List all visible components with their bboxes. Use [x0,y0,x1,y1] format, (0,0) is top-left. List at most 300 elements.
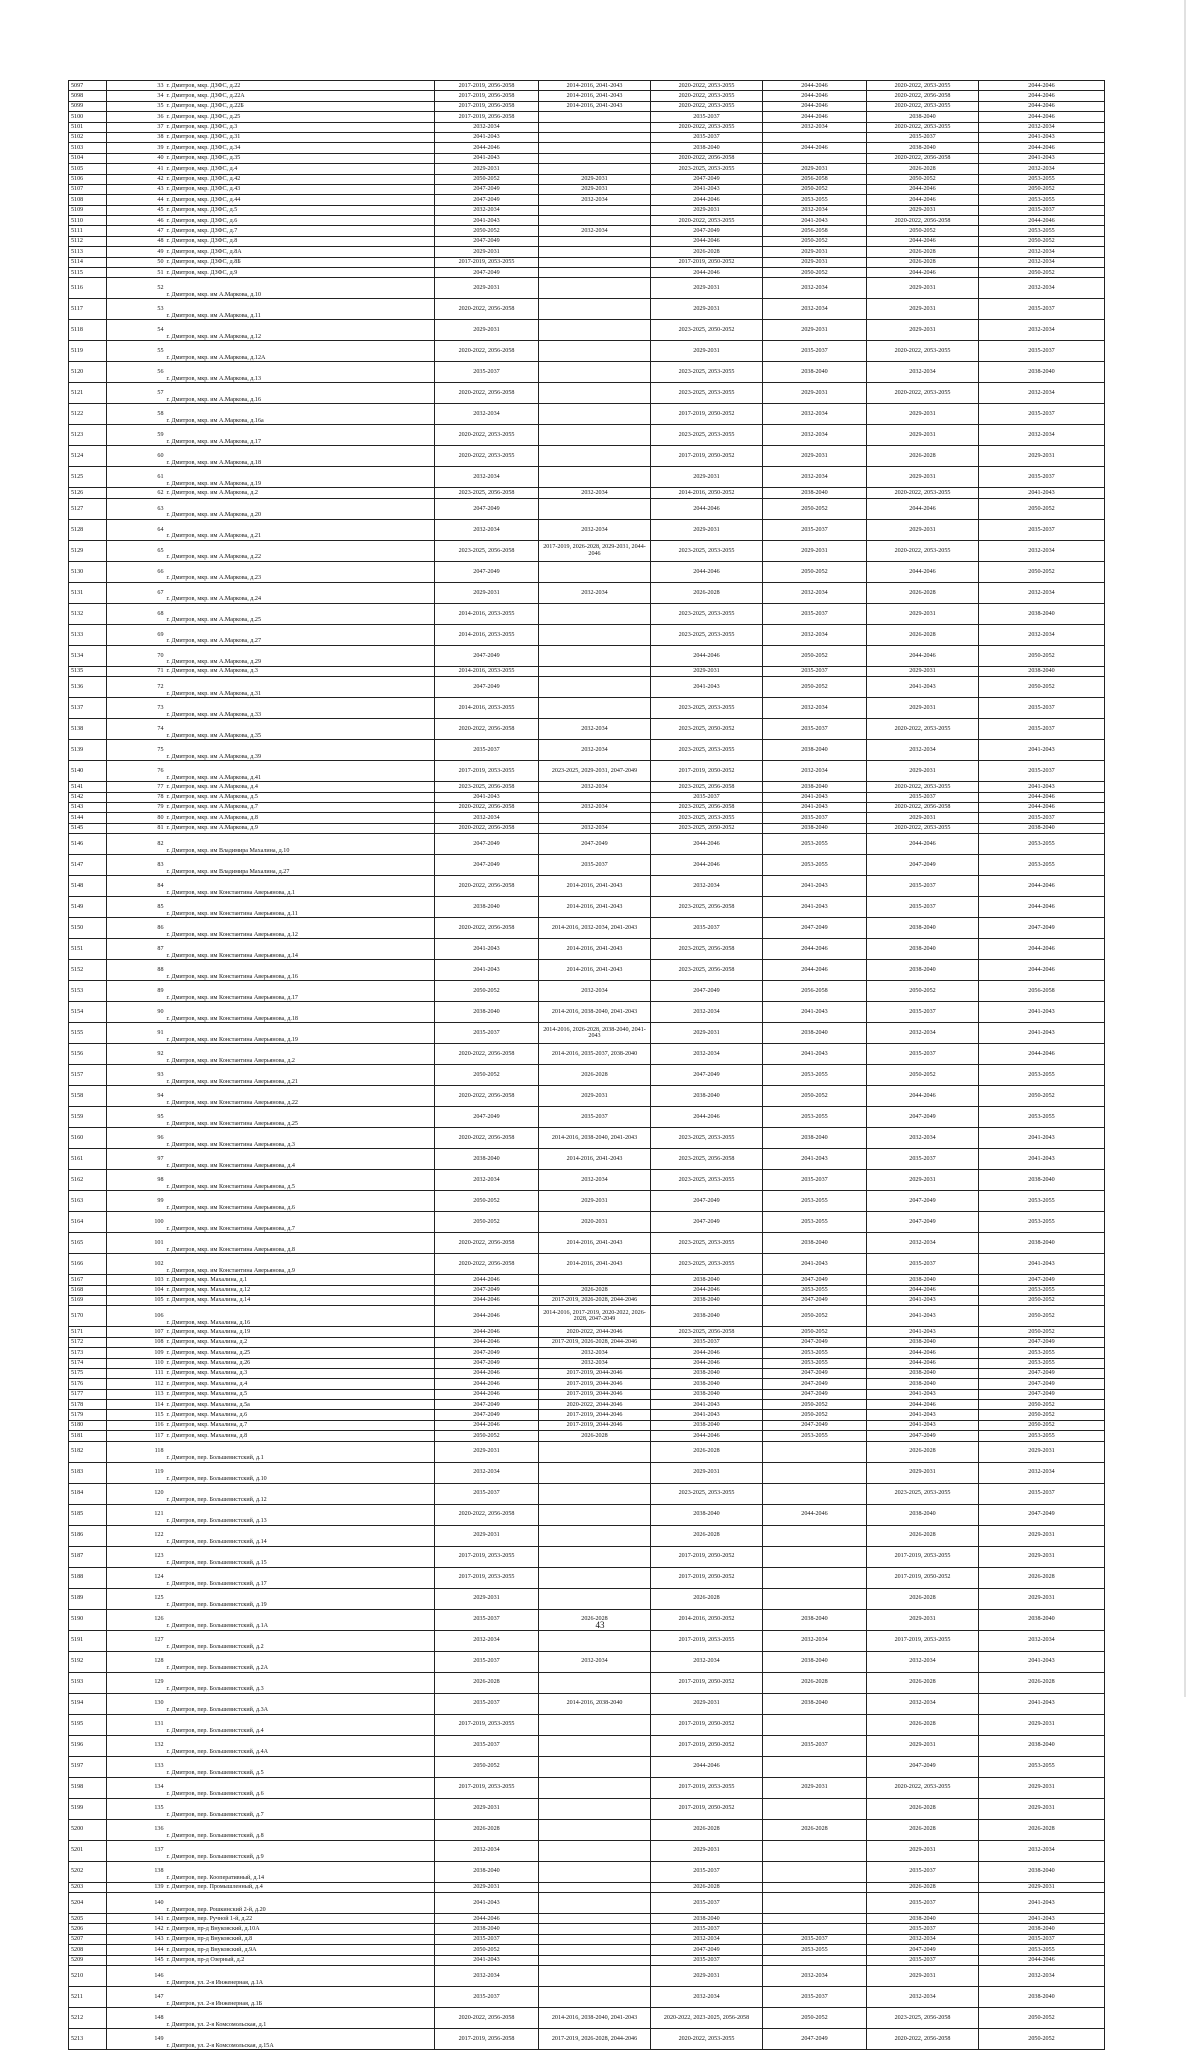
row-id-cell: 5123 [69,425,107,446]
work-period-3-cell: 2020-2022, 2053-2055 [651,91,763,101]
work-period-6-cell: 2053-2055 [979,1285,1105,1295]
address-cell: г. Дмитров, мкр. им А.Маркова, д.23 [165,561,435,582]
row-seq-number-cell: 35 [107,101,165,111]
row-seq-number-cell: 127 [107,1630,165,1651]
work-period-4-cell: 2044-2046 [763,1504,867,1525]
work-period-6-cell: 2047-2049 [979,1379,1105,1389]
work-period-1-cell: 2050-2052 [435,226,539,236]
row-id-cell: 5173 [69,1348,107,1358]
work-period-2-cell: 2014-2016, 2026-2028, 2038-2040, 2041-2043 [539,1023,651,1044]
work-period-2-cell [539,362,651,383]
work-period-3-cell: 2029-2031 [651,666,763,676]
address-cell: г. Дмитров, пер. Большевистский, д.17 [165,1567,435,1588]
row-id-cell: 5098 [69,91,107,101]
table-row [69,1285,1105,1295]
address-cell: г. Дмитров, мкр. им Константина Аверьянова, д.5 [165,1170,435,1191]
row-id-cell: 5141 [69,782,107,792]
row-seq-number-cell: 135 [107,1798,165,1819]
row-seq-number-cell: 147 [107,1986,165,2007]
row-seq-number-cell: 34 [107,91,165,101]
work-period-6-cell: 2032-2034 [979,383,1105,404]
row-id-cell: 5144 [69,813,107,823]
work-period-6-cell: 2029-2031 [979,1777,1105,1798]
row-id-cell: 5115 [69,268,107,278]
row-id-cell: 5134 [69,645,107,666]
work-period-1-cell: 2038-2040 [435,897,539,918]
address-cell: г. Дмитров, мкр. им А.Маркова, д.3 [165,666,435,676]
address-cell: г. Дмитров, мкр. им А.Маркова, д.5 [165,792,435,802]
address-cell: г. Дмитров, пер. Большевистский, д.13 [165,1504,435,1525]
row-id-cell: 5116 [69,278,107,299]
work-period-3-cell: 2023-2025, 2053-2055 [651,1254,763,1275]
work-period-6-cell: 2032-2034 [979,247,1105,257]
address-cell: г. Дмитров, мкр. им Константина Аверьянова, д.21 [165,1065,435,1086]
row-seq-number-cell: 78 [107,792,165,802]
row-id-cell: 5105 [69,164,107,174]
address-cell: г. Дмитров, пер. Большевистский, д.6 [165,1777,435,1798]
work-period-5-cell: 2038-2040 [867,112,979,122]
work-period-1-cell: 2020-2022, 2056-2058 [435,1233,539,1254]
work-period-5-cell: 2029-2031 [867,1965,979,1986]
row-id-cell: 5176 [69,1379,107,1389]
work-period-5-cell: 2038-2040 [867,143,979,153]
work-period-6-cell: 2032-2034 [979,540,1105,561]
work-period-5-cell: 2038-2040 [867,1379,979,1389]
work-period-5-cell: 2035-2037 [867,132,979,142]
work-period-4-cell: 2032-2034 [763,425,867,446]
address-cell: г. Дмитров, пр-д Внуковский, д.8 [165,1934,435,1944]
work-period-1-cell: 2017-2019, 2056-2058 [435,81,539,91]
address-cell: г. Дмитров, мкр. ДЗФС, д.44 [165,195,435,205]
row-seq-number-cell: 82 [107,834,165,855]
work-period-1-cell: 2041-2043 [435,216,539,226]
table-row [69,624,1105,645]
address-cell: г. Дмитров, пер. Большевистский, д.15 [165,1546,435,1567]
address-cell: г. Дмитров, мкр. им А.Маркова, д.27 [165,624,435,645]
work-period-4-cell [763,1798,867,1819]
row-id-cell: 5106 [69,174,107,184]
work-period-5-cell: 2041-2043 [867,1306,979,1327]
work-period-1-cell: 2041-2043 [435,1955,539,1965]
work-period-2-cell: 2017-2019, 2044-2046 [539,1389,651,1399]
work-period-4-cell: 2050-2052 [763,1086,867,1107]
address-cell: г. Дмитров, мкр. ДЗФС, д.43 [165,184,435,194]
work-period-2-cell [539,216,651,226]
work-period-5-cell: 2044-2046 [867,1086,979,1107]
work-period-6-cell: 2053-2055 [979,1212,1105,1233]
work-period-2-cell: 2032-2034 [539,782,651,792]
work-period-5-cell: 2038-2040 [867,939,979,960]
row-id-cell: 5120 [69,362,107,383]
table-row [69,740,1105,761]
row-id-cell: 5183 [69,1462,107,1483]
work-period-4-cell: 2032-2034 [763,1965,867,1986]
work-period-2-cell [539,813,651,823]
work-period-5-cell: 2032-2034 [867,1986,979,2007]
address-cell: г. Дмитров, пер. Большевистский, д.19 [165,1588,435,1609]
work-period-6-cell: 2050-2052 [979,1086,1105,1107]
work-period-4-cell: 2038-2040 [763,1023,867,1044]
table-row [69,247,1105,257]
work-period-4-cell: 2032-2034 [763,624,867,645]
row-seq-number-cell: 106 [107,1306,165,1327]
work-period-1-cell: 2047-2049 [435,645,539,666]
work-period-6-cell: 2032-2034 [979,164,1105,174]
work-period-1-cell: 2020-2022, 2056-2058 [435,918,539,939]
address-cell: г. Дмитров, мкр. им Константина Аверьянова, д.1 [165,876,435,897]
work-period-3-cell: 2038-2040 [651,1914,763,1924]
row-seq-number-cell: 111 [107,1368,165,1378]
row-seq-number-cell: 61 [107,467,165,488]
row-id-cell: 5113 [69,247,107,257]
work-period-2-cell [539,467,651,488]
work-period-1-cell: 2035-2037 [435,1735,539,1756]
work-period-6-cell: 2029-2031 [979,1798,1105,1819]
work-period-5-cell: 2029-2031 [867,467,979,488]
work-period-3-cell: 2023-2025, 2053-2055 [651,1233,763,1254]
work-period-1-cell: 2014-2016, 2053-2055 [435,603,539,624]
work-period-1-cell: 2017-2019, 2053-2055 [435,1777,539,1798]
address-cell: г. Дмитров, мкр. ДЗФС, д.8А [165,247,435,257]
row-id-cell: 5111 [69,226,107,236]
work-period-3-cell: 2014-2016, 2050-2052 [651,488,763,498]
work-period-3-cell: 2023-2025, 2050-2052 [651,823,763,833]
work-period-1-cell: 2020-2022, 2056-2058 [435,1504,539,1525]
work-period-1-cell: 2026-2028 [435,1819,539,1840]
work-period-5-cell: 2017-2019, 2053-2055 [867,1630,979,1651]
work-period-1-cell: 2047-2049 [435,855,539,876]
address-cell: г. Дмитров, пер. Большевистский, д.5 [165,1756,435,1777]
work-period-6-cell: 2038-2040 [979,1609,1105,1630]
work-period-2-cell: 2014-2016, 2038-2040, 2041-2043 [539,2007,651,2028]
work-period-1-cell: 2047-2049 [435,1107,539,1128]
work-period-2-cell [539,1525,651,1546]
address-cell: г. Дмитров, мкр. ДЗФС, д.3 [165,122,435,132]
address-cell: г. Дмитров, пер. Большевистский, д.1А [165,1609,435,1630]
table-row [69,1965,1105,1986]
address-cell: г. Дмитров, мкр. Махалина, д.26 [165,1358,435,1368]
work-period-4-cell: 2047-2049 [763,2028,867,2049]
address-cell: г. Дмитров, мкр. им А.Маркова, д.19 [165,467,435,488]
work-period-4-cell: 2029-2031 [763,540,867,561]
row-seq-number-cell: 141 [107,1914,165,1924]
work-period-6-cell: 2050-2052 [979,2028,1105,2049]
work-period-4-cell: 2029-2031 [763,247,867,257]
work-period-2-cell [539,1819,651,1840]
work-period-2-cell [539,1483,651,1504]
table-row [69,226,1105,236]
work-period-3-cell: 2044-2046 [651,1348,763,1358]
address-cell: г. Дмитров, пер. Большевистский, д.4 [165,1714,435,1735]
work-period-2-cell: 2032-2034 [539,740,651,761]
work-period-3-cell: 2029-2031 [651,1462,763,1483]
work-period-4-cell [763,1756,867,1777]
work-period-3-cell: 2038-2040 [651,1086,763,1107]
work-period-1-cell: 2020-2022, 2056-2058 [435,1254,539,1275]
work-period-3-cell: 2023-2025, 2053-2055 [651,1128,763,1149]
address-cell: г. Дмитров, мкр. им А.Маркова, д.24 [165,582,435,603]
row-seq-number-cell: 37 [107,122,165,132]
work-period-4-cell: 2029-2031 [763,446,867,467]
row-seq-number-cell: 67 [107,582,165,603]
work-period-3-cell: 2017-2019, 2050-2052 [651,1798,763,1819]
work-period-4-cell: 2053-2055 [763,1212,867,1233]
work-period-1-cell: 2041-2043 [435,1893,539,1914]
row-id-cell: 5112 [69,236,107,246]
table-row [69,101,1105,111]
work-period-5-cell: 2044-2046 [867,561,979,582]
work-period-4-cell: 2041-2043 [763,1044,867,1065]
work-period-2-cell: 2014-2016, 2038-2040, 2041-2043 [539,1002,651,1023]
row-seq-number-cell: 126 [107,1609,165,1630]
work-period-1-cell: 2035-2037 [435,1934,539,1944]
work-period-2-cell [539,624,651,645]
work-period-1-cell: 2047-2049 [435,1285,539,1295]
work-period-3-cell: 2020-2022, 2053-2055 [651,101,763,111]
work-period-6-cell: 2053-2055 [979,1945,1105,1955]
work-period-5-cell: 2026-2028 [867,1588,979,1609]
work-period-1-cell: 2047-2049 [435,1400,539,1410]
work-period-6-cell: 2038-2040 [979,1861,1105,1882]
work-period-6-cell: 2041-2043 [979,1893,1105,1914]
work-period-1-cell: 2032-2034 [435,519,539,540]
work-period-6-cell: 2041-2043 [979,1914,1105,1924]
row-seq-number-cell: 66 [107,561,165,582]
address-cell: г. Дмитров, мкр. им А.Маркова, д.4 [165,782,435,792]
work-period-1-cell: 2014-2016, 2053-2055 [435,666,539,676]
row-seq-number-cell: 102 [107,1254,165,1275]
row-id-cell: 5193 [69,1672,107,1693]
work-period-5-cell: 2029-2031 [867,1609,979,1630]
row-seq-number-cell: 63 [107,498,165,519]
work-period-4-cell: 2032-2034 [763,761,867,782]
address-cell: г. Дмитров, ул. 2-я Инженерная, д.1А [165,1965,435,1986]
row-id-cell: 5150 [69,918,107,939]
row-seq-number-cell: 94 [107,1086,165,1107]
work-period-4-cell: 2050-2052 [763,677,867,698]
work-period-4-cell: 2029-2031 [763,257,867,267]
work-period-5-cell: 2029-2031 [867,519,979,540]
work-period-6-cell: 2044-2046 [979,1044,1105,1065]
row-seq-number-cell: 48 [107,236,165,246]
table-row [69,1986,1105,2007]
address-cell: г. Дмитров, мкр. ДЗФС, д.35 [165,153,435,163]
work-period-6-cell: 2032-2034 [979,1630,1105,1651]
work-period-2-cell [539,1630,651,1651]
work-period-2-cell [539,1914,651,1924]
table-row [69,1924,1105,1934]
row-seq-number-cell: 50 [107,257,165,267]
table-row [69,1525,1105,1546]
work-period-1-cell: 2038-2040 [435,1861,539,1882]
row-id-cell: 5179 [69,1410,107,1420]
work-period-6-cell: 2035-2037 [979,813,1105,823]
work-period-3-cell: 2038-2040 [651,1306,763,1327]
address-cell: г. Дмитров, пр-д Озерный, д.2 [165,1955,435,1965]
address-cell: г. Дмитров, мкр. им Константина Аверьянова, д.14 [165,939,435,960]
work-period-2-cell: 2020-2022, 2044-2046 [539,1327,651,1337]
work-period-5-cell: 2044-2046 [867,498,979,519]
row-id-cell: 5100 [69,112,107,122]
address-cell: г. Дмитров, пр-д Внуковский, д.10А [165,1924,435,1934]
row-id-cell: 5157 [69,1065,107,1086]
address-cell: г. Дмитров, мкр. им А.Маркова, д.12А [165,341,435,362]
row-seq-number-cell: 149 [107,2028,165,2049]
table-row [69,1191,1105,1212]
address-cell: г. Дмитров, пер. Большевистский, д.2 [165,1630,435,1651]
work-period-6-cell: 2050-2052 [979,184,1105,194]
work-period-1-cell: 2050-2052 [435,1756,539,1777]
table-row [69,761,1105,782]
row-id-cell: 5192 [69,1651,107,1672]
work-period-3-cell: 2017-2019, 2050-2052 [651,404,763,425]
work-period-6-cell: 2038-2040 [979,1735,1105,1756]
work-period-3-cell: 2014-2016, 2050-2052 [651,1609,763,1630]
row-id-cell: 5142 [69,792,107,802]
work-period-2-cell [539,1798,651,1819]
row-seq-number-cell: 59 [107,425,165,446]
row-seq-number-cell: 38 [107,132,165,142]
work-period-6-cell: 2053-2055 [979,834,1105,855]
work-period-2-cell: 2014-2016, 2032-2034, 2041-2043 [539,918,651,939]
work-period-5-cell: 2035-2037 [867,1955,979,1965]
work-period-2-cell: 2032-2034 [539,195,651,205]
row-id-cell: 5114 [69,257,107,267]
work-period-5-cell: 2020-2022, 2056-2058 [867,153,979,163]
work-period-6-cell: 2053-2055 [979,1065,1105,1086]
work-period-3-cell: 2047-2049 [651,1065,763,1086]
address-cell: г. Дмитров, мкр. им Константина Аверьянова, д.19 [165,1023,435,1044]
work-period-1-cell: 2017-2019, 2053-2055 [435,1546,539,1567]
work-period-6-cell: 2029-2031 [979,1546,1105,1567]
row-id-cell: 5156 [69,1044,107,1065]
work-period-1-cell: 2029-2031 [435,1798,539,1819]
work-period-4-cell: 2053-2055 [763,1065,867,1086]
work-period-3-cell: 2029-2031 [651,467,763,488]
table-row [69,1410,1105,1420]
work-period-1-cell: 2044-2046 [435,1327,539,1337]
row-seq-number-cell: 133 [107,1756,165,1777]
work-period-1-cell: 2014-2016, 2053-2055 [435,698,539,719]
table-row [69,666,1105,676]
row-id-cell: 5191 [69,1630,107,1651]
work-period-3-cell: 2029-2031 [651,1965,763,1986]
work-period-6-cell: 2041-2043 [979,1023,1105,1044]
row-seq-number-cell: 130 [107,1693,165,1714]
work-period-1-cell: 2047-2049 [435,561,539,582]
work-period-4-cell: 2032-2034 [763,404,867,425]
work-period-2-cell: 2014-2016, 2038-2040 [539,1693,651,1714]
work-period-1-cell: 2020-2022, 2056-2058 [435,876,539,897]
table-row [69,1588,1105,1609]
work-period-5-cell: 2047-2049 [867,855,979,876]
work-period-5-cell: 2044-2046 [867,184,979,194]
row-seq-number-cell: 92 [107,1044,165,1065]
table-row [69,216,1105,226]
row-seq-number-cell: 134 [107,1777,165,1798]
work-period-4-cell [763,1462,867,1483]
address-cell: г. Дмитров, пер. Промышленный, д.4 [165,1882,435,1892]
work-period-5-cell: 2017-2019, 2053-2055 [867,1546,979,1567]
work-period-2-cell: 2020-2022, 2044-2046 [539,1400,651,1410]
work-period-3-cell: 2026-2028 [651,1441,763,1462]
work-period-4-cell: 2032-2034 [763,1630,867,1651]
row-id-cell: 5206 [69,1924,107,1934]
work-period-5-cell: 2047-2049 [867,1756,979,1777]
work-period-6-cell: 2044-2046 [979,81,1105,91]
work-period-5-cell: 2026-2028 [867,247,979,257]
work-period-2-cell: 2017-2019, 2044-2046 [539,1379,651,1389]
row-id-cell: 5133 [69,624,107,645]
row-seq-number-cell: 144 [107,1945,165,1955]
table-row [69,813,1105,823]
work-period-2-cell [539,498,651,519]
row-seq-number-cell: 41 [107,164,165,174]
row-id-cell: 5171 [69,1327,107,1337]
work-period-1-cell: 2017-2019, 2053-2055 [435,761,539,782]
work-period-2-cell [539,205,651,215]
work-period-3-cell: 2023-2025, 2053-2055 [651,362,763,383]
work-period-4-cell: 2026-2028 [763,1672,867,1693]
table-row [69,236,1105,246]
work-period-1-cell: 2020-2022, 2053-2055 [435,446,539,467]
work-period-4-cell: 2041-2043 [763,792,867,802]
work-period-4-cell [763,1483,867,1504]
work-period-1-cell: 2044-2046 [435,1379,539,1389]
work-period-4-cell: 2047-2049 [763,1420,867,1430]
work-period-3-cell: 2017-2019, 2053-2055 [651,1630,763,1651]
work-period-3-cell: 2017-2019, 2050-2052 [651,1567,763,1588]
work-period-5-cell: 2029-2031 [867,404,979,425]
work-period-5-cell: 2047-2049 [867,1431,979,1441]
address-cell: г. Дмитров, мкр. им Константина Аверьянова, д.25 [165,1107,435,1128]
address-cell: г. Дмитров, мкр. им Константина Аверьянова, д.3 [165,1128,435,1149]
row-seq-number-cell: 42 [107,174,165,184]
address-cell: г. Дмитров, мкр. им А.Маркова, д.31 [165,677,435,698]
row-id-cell: 5174 [69,1358,107,1368]
work-period-4-cell: 2035-2037 [763,341,867,362]
work-period-4-cell: 2041-2043 [763,876,867,897]
work-period-6-cell: 2044-2046 [979,143,1105,153]
work-period-3-cell: 2032-2034 [651,1651,763,1672]
row-id-cell: 5136 [69,677,107,698]
table-row [69,823,1105,833]
work-period-1-cell: 2041-2043 [435,132,539,142]
work-period-1-cell: 2017-2019, 2056-2058 [435,2028,539,2049]
address-cell: г. Дмитров, пер. Большевистский, д.10 [165,1462,435,1483]
work-period-2-cell [539,278,651,299]
work-period-6-cell: 2032-2034 [979,624,1105,645]
work-period-1-cell: 2050-2052 [435,981,539,1002]
address-cell: г. Дмитров, мкр. ДЗФС, д.42 [165,174,435,184]
work-period-3-cell: 2023-2025, 2053-2055 [651,1483,763,1504]
work-period-4-cell: 2050-2052 [763,1306,867,1327]
work-period-3-cell: 2020-2022, 2056-2058 [651,153,763,163]
work-period-3-cell: 2035-2037 [651,1337,763,1347]
row-id-cell: 5135 [69,666,107,676]
work-period-5-cell: 2050-2052 [867,226,979,236]
work-period-5-cell: 2020-2022, 2053-2055 [867,383,979,404]
work-period-5-cell: 2020-2022, 2053-2055 [867,122,979,132]
work-period-1-cell: 2026-2028 [435,1672,539,1693]
work-period-4-cell: 2047-2049 [763,1389,867,1399]
row-id-cell: 5187 [69,1546,107,1567]
work-period-4-cell: 2038-2040 [763,488,867,498]
work-period-2-cell [539,383,651,404]
table-row [69,855,1105,876]
work-period-5-cell: 2020-2022, 2056-2058 [867,2028,979,2049]
work-period-4-cell: 2050-2052 [763,498,867,519]
